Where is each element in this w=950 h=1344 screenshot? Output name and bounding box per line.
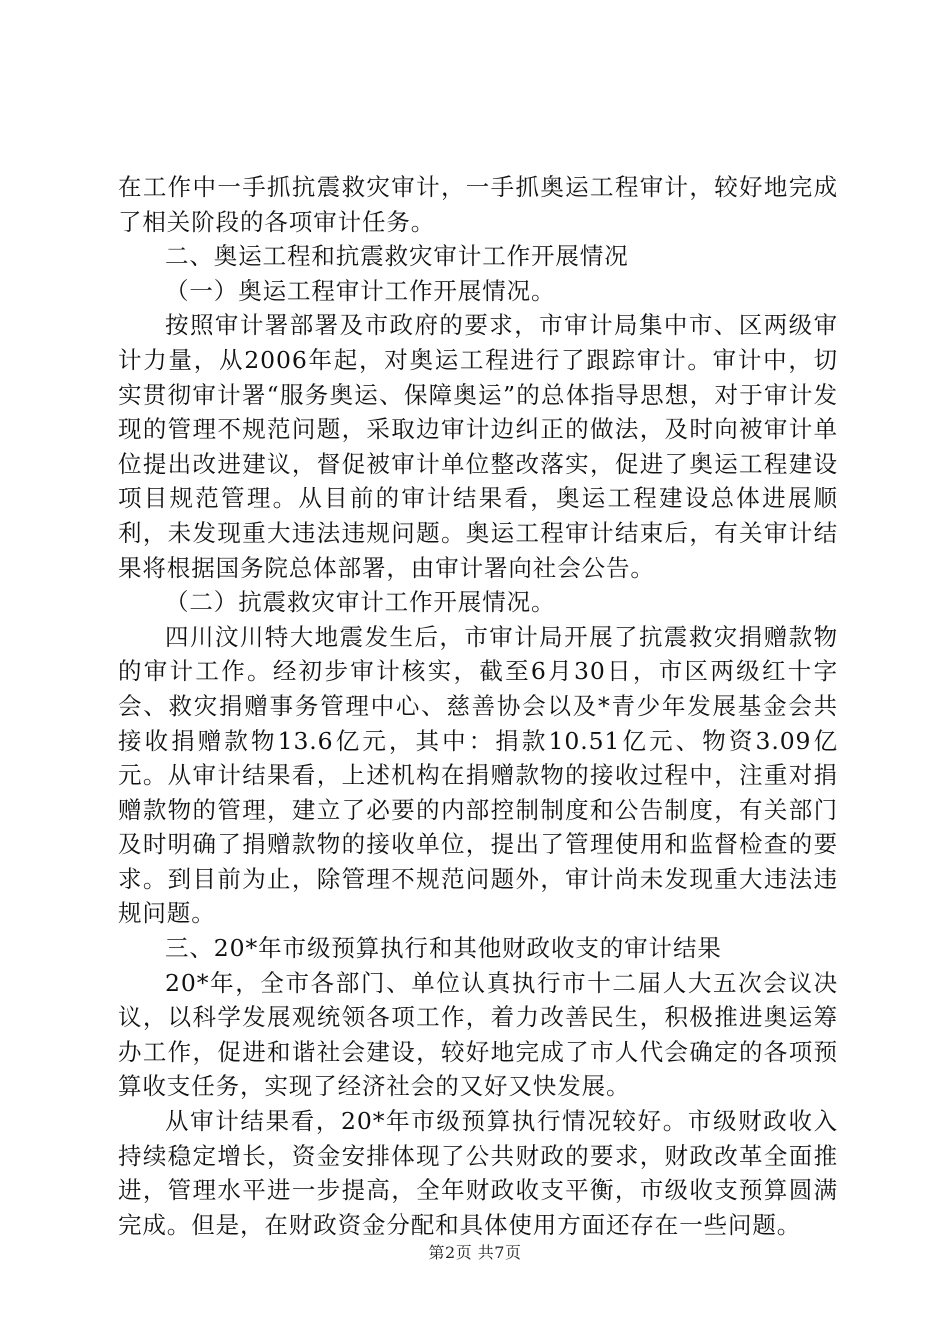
paragraph-earthquake-audit: 四川汶川特大地震发生后，市审计局开展了抗震救灾捐赠款物的审计工作。经初步审计核实，截至6月30日，市区两级红十字会、救灾捐赠事务管理中心、慈善协会以及*青少年发展基金会共接收捐赠款物13.6亿元，其中：捐款10.51亿元、物资3.09亿元。从审计结果看，上述机构在捐赠款物的接收过程中，注重对捐赠款物的管理，建立了必要的内部控制制度和公告制度，有关部门及时明确了捐赠款物的接收单位，提出了管理使用和监督检查的要求。到目前为止，除管理不规范问题外，审计尚未发现重大违法违规问题。 xyxy=(118,622,838,928)
paragraph-continuation: 在工作中一手抓抗震救灾审计，一手抓奥运工程审计，较好地完成了相关阶段的各项审计任务。 xyxy=(118,173,838,236)
document-body xyxy=(118,170,838,1242)
paragraph-olympic-audit: 按照审计署部署及市政府的要求，市审计局集中市、区两级审计力量，从2006年起，对奥运工程进行了跟踪审计。审计中，切实贯彻审计署“服务奥运、保障奥运”的总体指导思想，对于审计发现的管理不规范问题，采取边审计边纠正的做法，及时向被审计单位提出改进建议，督促被审计单位整改落实，促进了奥运工程建设项目规范管理。从目前的审计结果看，奥运工程建设总体进展顺利，未发现重大违法违规问题。奥运工程审计结束后，有关审计结果将根据国务院总体部署，由审计署向社会公告。 xyxy=(118,311,838,582)
subsection-heading-olympic: （一）奥运工程审计工作开展情况。 xyxy=(165,276,556,305)
section-heading-2: 二、奥运工程和抗震救灾审计工作开展情况 xyxy=(165,242,629,271)
page-number-footer: 第2页 共7页 xyxy=(428,1243,522,1262)
paragraph-audit-results: 从审计结果看，20*年市级预算执行情况较好。市级财政收入持续稳定增长，资金安排体现了公共财政的要求，财政改革全面推进，管理水平进一步提高，全年财政收支平衡，市级收支预算圆满完成。但是，在财政资金分配和具体使用方面还存在一些问题。 xyxy=(118,1107,838,1239)
section-heading-3: 三、20*年市级预算执行和其他财政收支的审计结果 xyxy=(165,934,722,963)
paragraph-budget-execution: 20*年，全市各部门、单位认真执行市十二届人大五次会议决议，以科学发展观统领各项工作，着力改善民生，积极推进奥运筹办工作，促进和谐社会建设，较好地完成了市人代会确定的各项预算收支任务，实现了经济社会的又好又快发展。 xyxy=(118,968,838,1101)
subsection-heading-earthquake: （二）抗震救灾审计工作开展情况。 xyxy=(165,588,556,617)
